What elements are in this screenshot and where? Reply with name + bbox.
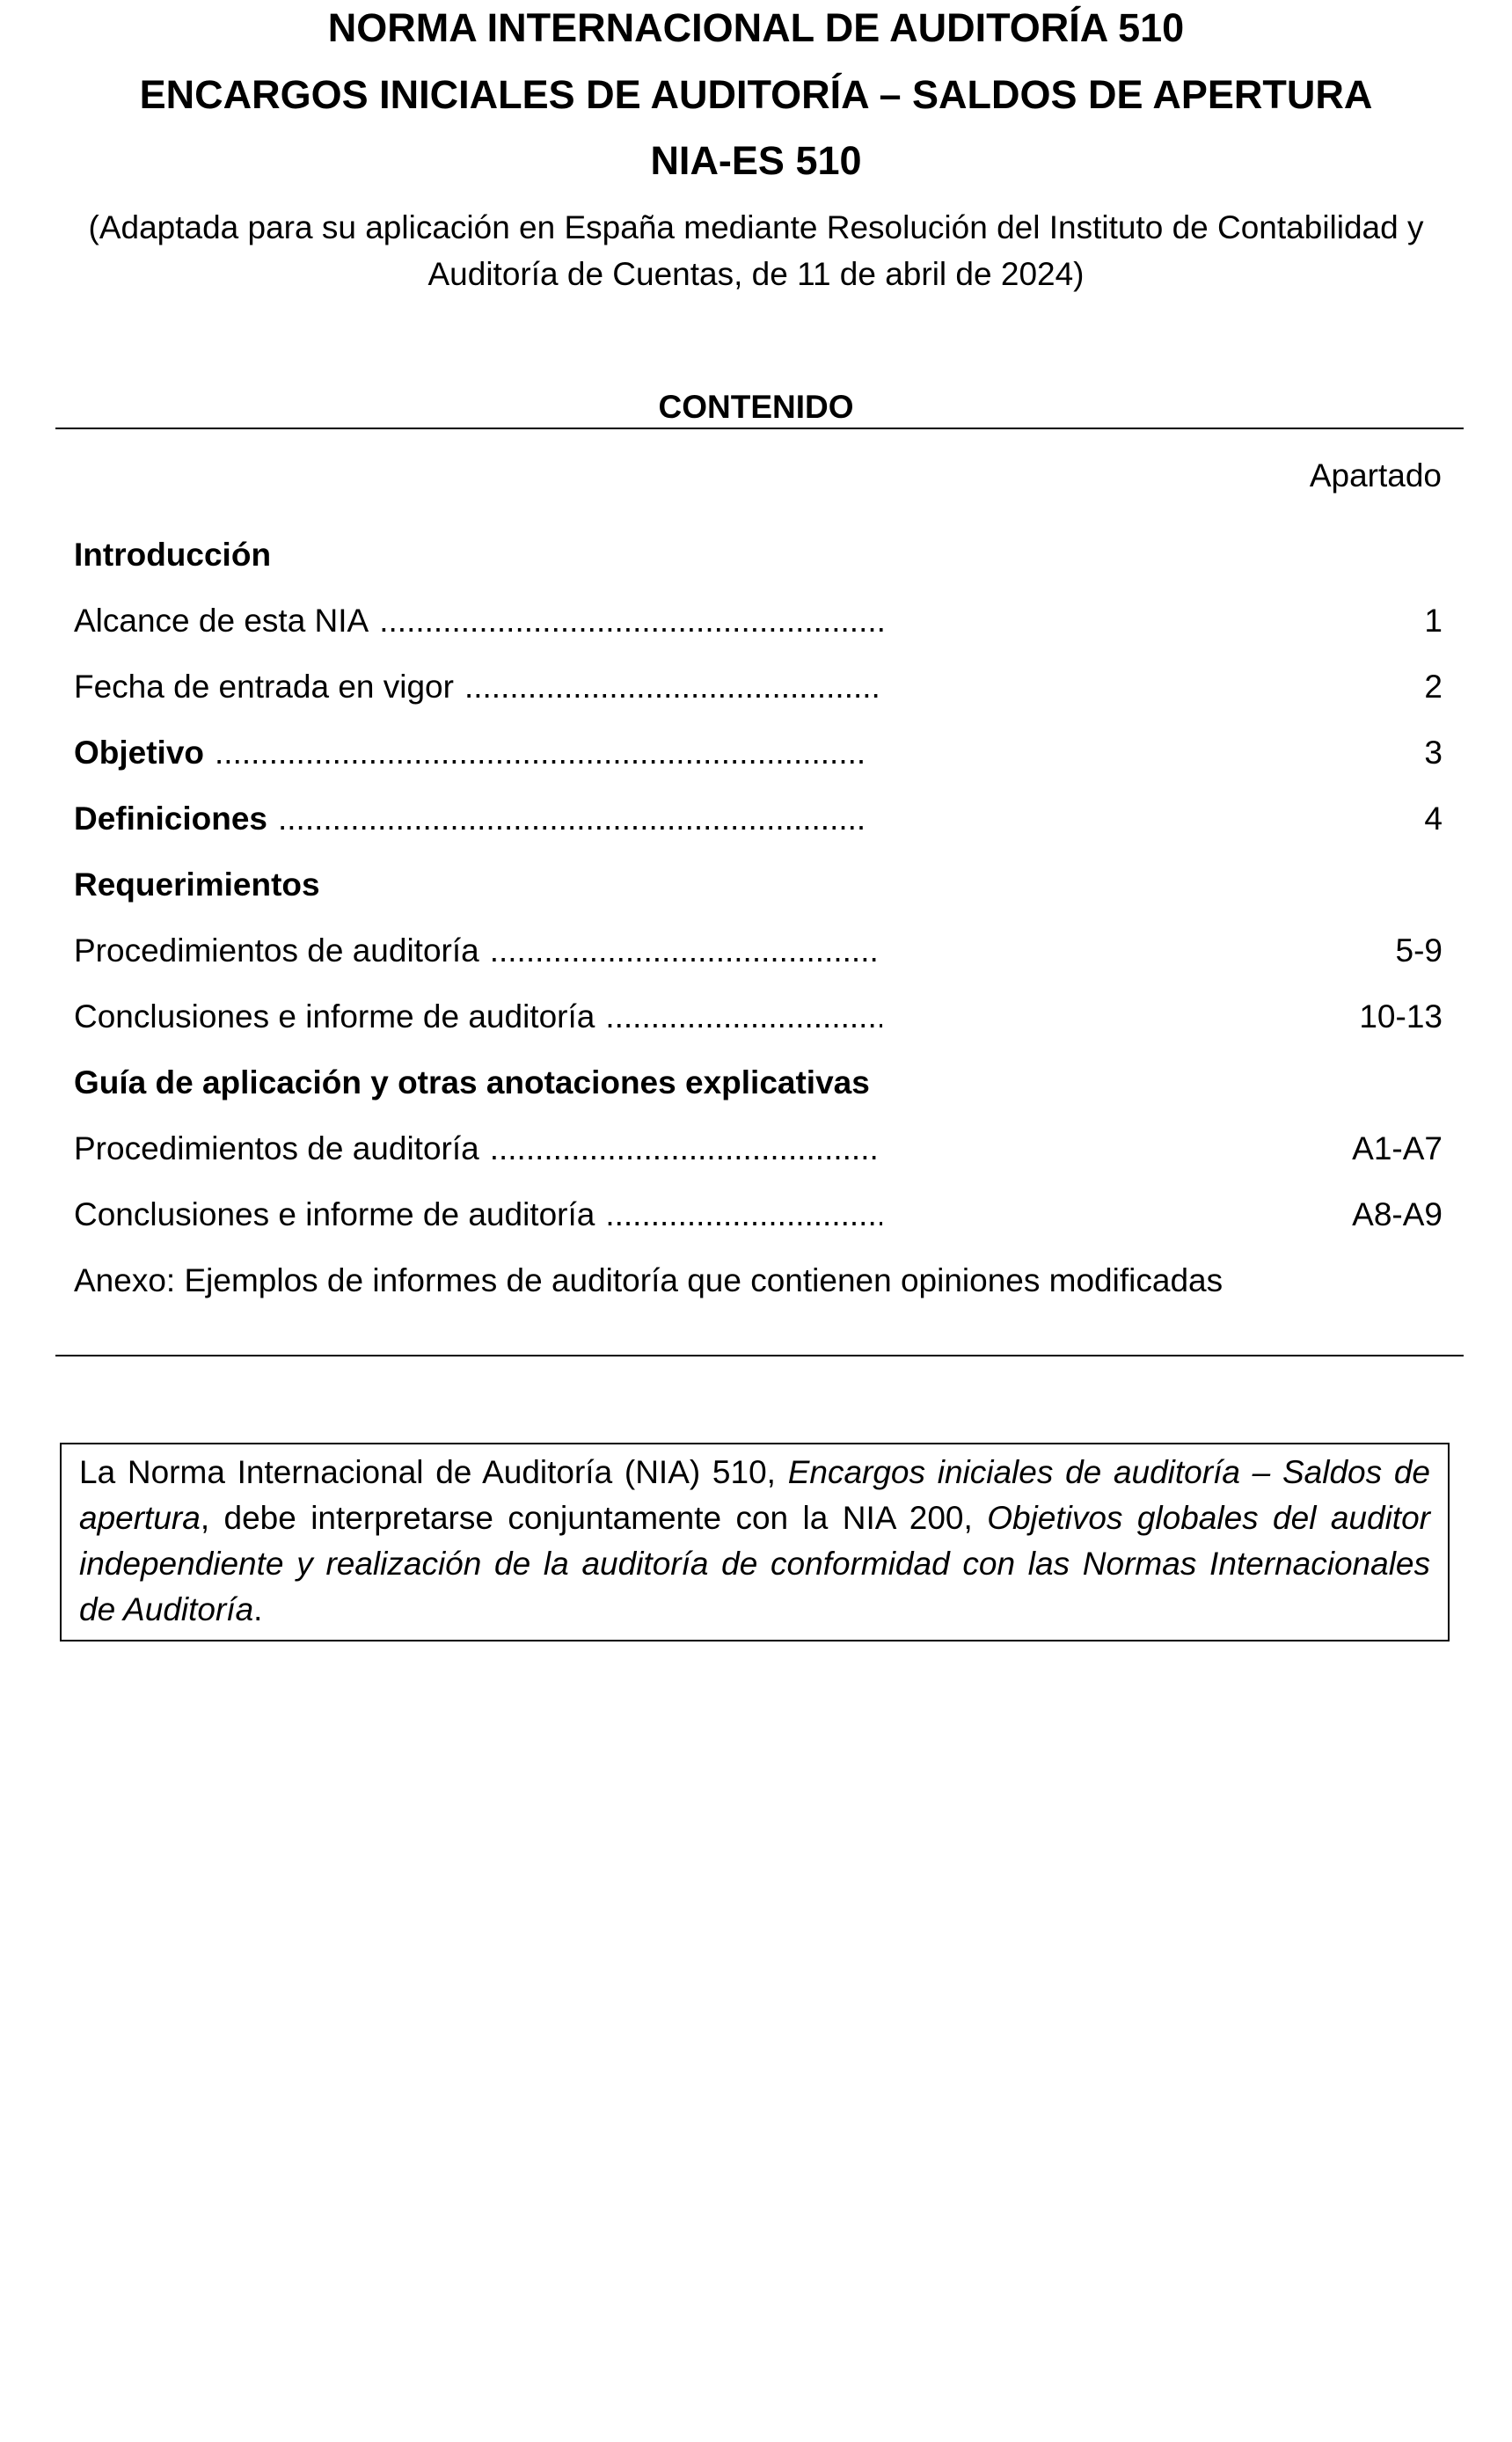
toc-entry-page: 2 [1424, 668, 1443, 705]
toc-entry-page: 3 [1424, 734, 1443, 771]
toc-heading [74, 522, 1443, 588]
toc-entry-label: Definiciones [74, 800, 267, 837]
toc-heading-label: Guía de aplicación y otras anotaciones explicativas [74, 1064, 870, 1100]
note-text: . [253, 1591, 263, 1627]
toc-leader-dots [490, 1129, 877, 1169]
toc-heading-label: Introducción [74, 536, 272, 573]
divider-top [55, 428, 1464, 429]
toc-heading [74, 852, 1443, 918]
divider-bottom [55, 1355, 1464, 1356]
toc-leader-dots [605, 997, 882, 1037]
toc-entry-page: 10-13 [1359, 998, 1443, 1035]
table-of-contents [74, 522, 1443, 1313]
toc-leader-dots [605, 1195, 882, 1235]
toc-entry [74, 1181, 1443, 1247]
title-line-2: ENCARGOS INICIALES DE AUDITORÍA – SALDOS DE APERTURA [139, 72, 1373, 117]
toc-entry-page: 1 [1424, 602, 1443, 639]
toc-entry-label: Conclusiones e informe de auditoría [74, 1195, 595, 1232]
toc-entry-label: Objetivo [74, 734, 205, 771]
toc-entry-label: Anexo: Ejemplos de informes de auditoría que contienen opiniones modificadas [74, 1261, 1223, 1298]
toc-entry-page: A1-A7 [1352, 1130, 1443, 1166]
toc-entry-label: Procedimientos de auditoría [74, 932, 479, 969]
toc-entry-label: Procedimientos de auditoría [74, 1130, 479, 1166]
toc-entry [74, 720, 1443, 786]
title-line-3: NIA-ES 510 [650, 138, 862, 183]
toc-entry [74, 654, 1443, 720]
toc-entry-label: Alcance de esta NIA [74, 602, 369, 639]
toc-entry-label: Conclusiones e informe de auditoría [74, 998, 595, 1035]
title-line-1: NORMA INTERNACIONAL DE AUDITORÍA 510 [327, 5, 1185, 50]
toc-entry [74, 1247, 1443, 1313]
note-text: , debe interpretarse conjuntamente con la NIA 200, [200, 1500, 988, 1536]
toc-entry [74, 1115, 1443, 1181]
toc-leader-dots [215, 733, 866, 773]
toc-entry [74, 588, 1443, 654]
column-label: Apartado [1309, 457, 1442, 494]
toc-entry-page: A8-A9 [1352, 1195, 1443, 1232]
toc-leader-dots [379, 601, 885, 641]
toc-entry [74, 983, 1443, 1049]
toc-leader-dots [278, 799, 863, 839]
toc-leader-dots [490, 931, 877, 971]
toc-heading [74, 1049, 1443, 1115]
note-title-200: Objetivos globales del auditor independiente y realización de la auditoría de conformidad con las Normas Internacionales de Auditoría [79, 1500, 1430, 1627]
toc-leader-dots [464, 667, 878, 707]
toc-entry-label: Fecha de entrada en vigor [74, 668, 454, 705]
toc-entry-page: 4 [1424, 800, 1443, 837]
toc-entry [74, 786, 1443, 852]
note-box [60, 1443, 1450, 1641]
toc-entry [74, 918, 1443, 983]
note-text: La Norma Internacional de Auditoría (NIA) 510, [79, 1454, 788, 1490]
toc-heading-label: Requerimientos [74, 866, 320, 903]
toc-entry-page: 5-9 [1395, 932, 1443, 969]
contents-heading: CONTENIDO [658, 389, 854, 425]
note-title-510: Encargos iniciales de auditoría – Saldos de apertura [79, 1454, 1430, 1536]
subtitle: (Adaptada para su aplicación en España mediante Resolución del Instituto de Contabilidad y Auditoría de Cuentas, de 11 de abril de 2024) [88, 209, 1424, 292]
